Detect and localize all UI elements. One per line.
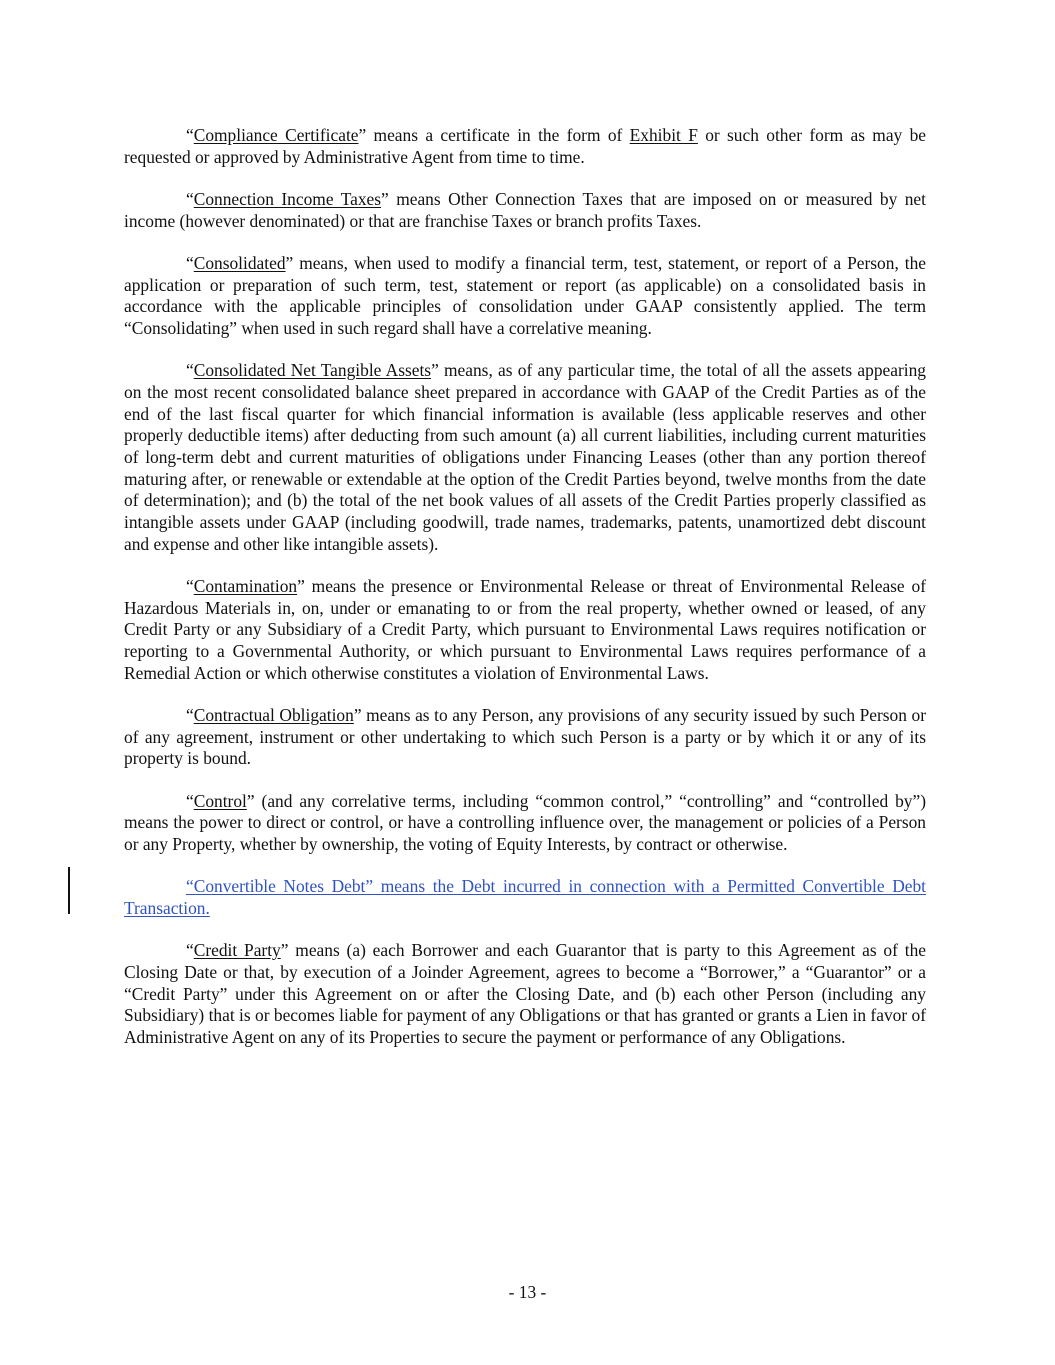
open-quote: “ — [186, 188, 194, 209]
definition-text: ” means, as of any particular time, the total of all the assets appearing on the most recent consolidated balance sheet prepared in accordance with GAAP of the Credit Parties as of the end of the last fiscal quarter for which financial information is available (less applicable reserves and other properly deductible items) after deducting from such amount (a) all current liabilities, including current maturities of long-term debt and current maturities of obligations under Financing Leases (other than any portion thereof maturing after, or renewable or extendable at the option of the Credit Parties beyond, twelve months from the date of determination); and (b) the total of the net book values of all assets of the Credit Parties properly classified as intangible assets under GAAP (including goodwill, trade names, trademarks, patents, unamortized debt discount and expense and other like intangible assets). — [124, 360, 926, 554]
definition-text: ” means Other Connection Taxes that are imposed on or measured by net income (however denominated) or that are franchise Taxes or branch profits Taxes. — [124, 188, 926, 231]
definition-text: ” means (a) each Borrower and each Guarantor that is party to this Agreement as of the Closing Date or that, by execution of a Joinder Agreement, agrees to become a “Borrower,” a “Guarantor” or a “Credit Party” under this Agreement on or after the Closing Date, and (b) each other Person (including any Subsidiary) that is or becomes liable for payment of any Obligations or that has granted or grants a Lien in favor of Administrative Agent on any of its Properties to secure the payment or performance of any Obligations. — [124, 940, 926, 1047]
inserted-definition-text: “Convertible Notes Debt” means the Debt incurred in connection with a Permitted Convertible Debt Transaction. — [124, 876, 926, 918]
open-quote: “ — [186, 790, 194, 811]
definition-consolidated — [124, 253, 926, 340]
defined-term: Contamination — [193, 575, 298, 596]
defined-term: Credit Party — [193, 940, 281, 961]
definition-contractual-obligation — [124, 705, 926, 770]
open-quote: “ — [186, 360, 194, 381]
exhibit-reference: Exhibit F — [629, 125, 698, 145]
definition-text: or such other form as may be requested or approved by Administrative Agent from time to time. — [124, 125, 926, 167]
page-number: - 13 - — [508, 1282, 547, 1302]
defined-term: Control — [193, 790, 247, 811]
open-quote: “ — [186, 575, 194, 596]
definition-text: ” means the presence or Environmental Release or threat of Environmental Release of Hazardous Materials in, on, under or emanating to or from the real property, whether owned or leased, of any Credit Party or any Subsidiary of a Credit Party, which pursuant to Environmental Laws requires notification or reporting to a Governmental Authority, or which pursuant to Environmental Laws requires performance of a Remedial Action or which otherwise constitutes a violation of Environmental Laws. — [124, 575, 926, 683]
definition-compliance-certificate — [124, 125, 926, 168]
defined-term: Connection Income Taxes — [193, 188, 381, 209]
definition-text: ” means, when used to modify a financial term, test, statement, or report of a Person, the application or preparation of such term, test, statement or report (as applicable) on a consolidated basis in accordance with the applicable principles of consolidation under GAAP consistently applied. The term “Consolidating” when used in such regard shall have a correlative meaning. — [124, 252, 926, 338]
defined-term: Contractual Obligation — [193, 704, 354, 725]
defined-term: Consolidated Net Tangible Assets — [193, 360, 432, 381]
open-quote: “ — [186, 704, 194, 725]
definition-convertible-notes-debt — [124, 876, 926, 919]
defined-term: Consolidated — [193, 252, 286, 273]
definition-credit-party — [124, 940, 926, 1049]
tracked-insertion-block — [124, 876, 926, 919]
change-bar — [68, 867, 70, 914]
definition-text: ” means as to any Person, any provisions of any security issued by such Person or of any agreement, instrument or other undertaking to which such Person is a party or by which it or any of its property is bound. — [124, 704, 926, 769]
open-quote: “ — [186, 940, 194, 961]
document-page — [124, 125, 926, 1069]
definition-text: ” (and any correlative terms, including “common control,” “controlling” and “controlled by”) means the power to direct or control, or have a controlling influence over, the management or policies of a Person or any Property, whether by ownership, the voting of Equity Interests, by contract or otherwise. — [124, 790, 926, 854]
definition-text: ” means a certificate in the form of — [358, 125, 630, 145]
definition-consolidated-net-tangible-assets — [124, 360, 926, 555]
definition-connection-income-taxes — [124, 189, 926, 232]
defined-term: Compliance Certificate — [193, 125, 359, 145]
open-quote: “ — [186, 252, 194, 273]
definition-contamination — [124, 576, 926, 685]
open-quote: “ — [186, 125, 194, 145]
definition-control — [124, 791, 926, 856]
